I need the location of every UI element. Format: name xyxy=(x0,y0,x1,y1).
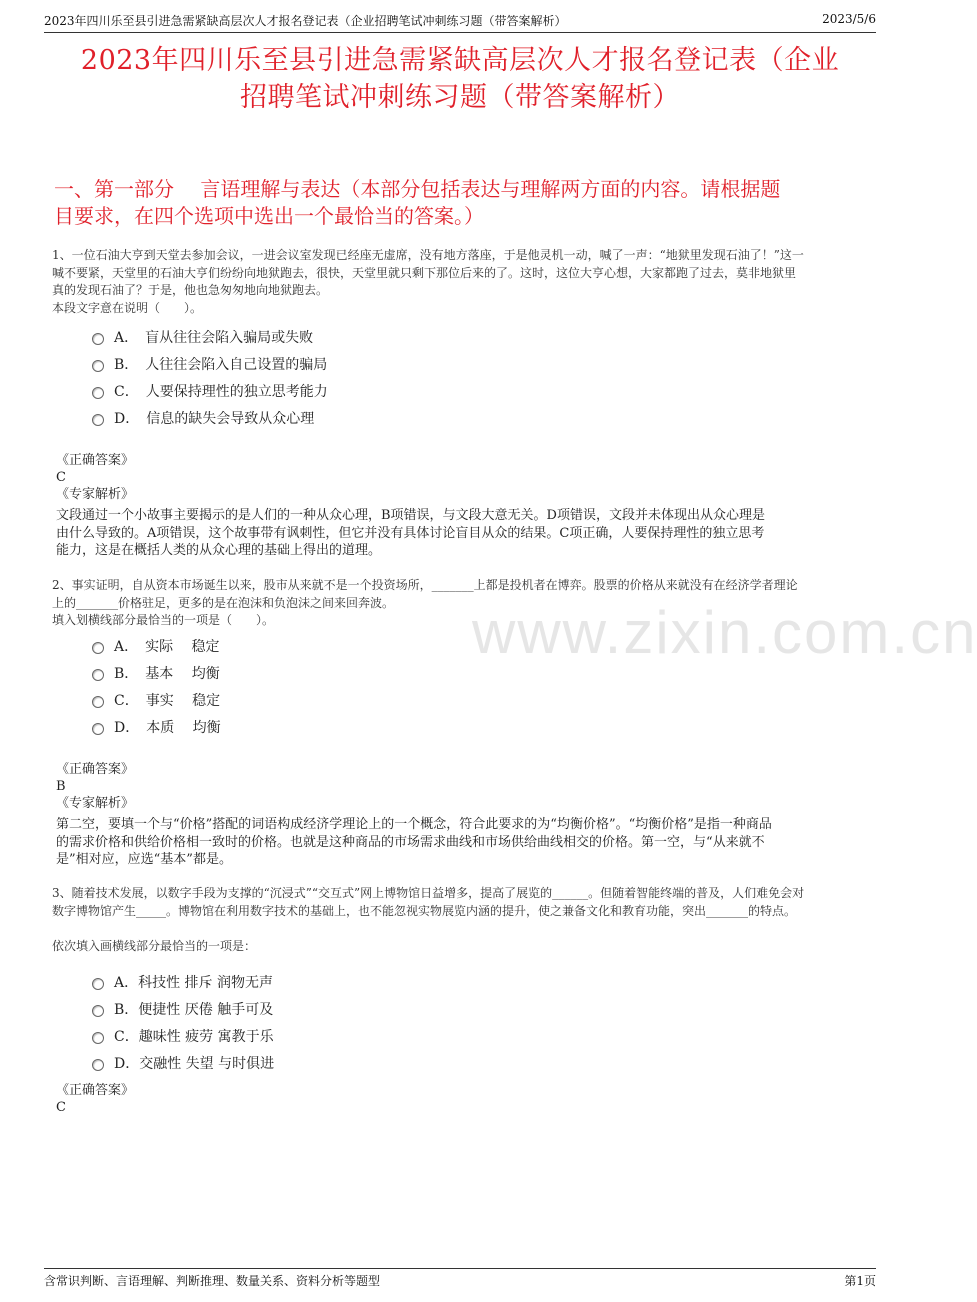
option-label: A．科技性 排斥 润物无声 xyxy=(114,974,274,991)
option-d[interactable] xyxy=(92,713,492,740)
question-line: 真的发现石油了？于是，他也急匆匆地向地狱跑去。 xyxy=(52,283,329,297)
radio-icon[interactable] xyxy=(92,978,104,990)
question-1-text xyxy=(52,247,870,317)
header-date: 2023/5/6 xyxy=(822,12,876,26)
option-label: B． 人往往会陷入自己设置的骗局 xyxy=(114,356,328,373)
header-doc-title: 2023年四川乐至县引进急需紧缺高层次人才报名登记表（企业招聘笔试冲刺练习题（带答案解析） xyxy=(44,14,567,28)
question-3-answer xyxy=(56,1082,870,1116)
page-title xyxy=(40,42,880,116)
question-1-answer xyxy=(56,452,870,503)
title-line: 2023年四川乐至县引进急需紧缺高层次人才报名登记表（企业 xyxy=(80,45,840,76)
radio-icon[interactable] xyxy=(92,642,104,654)
title-line: 招聘笔试冲刺练习题（带答案解析） xyxy=(240,82,680,113)
option-c[interactable] xyxy=(92,377,492,404)
question-line: 2、事实证明，自从资本市场诞生以来，股市从来就不是一个投资场所，_______上都是投机者在博弈。股票的价格从来就没有在经济学者理论 xyxy=(52,578,798,592)
answer-value: C xyxy=(56,1100,66,1115)
option-label: D． 本质 均衡 xyxy=(114,719,221,736)
question-line: 本段文字意在说明（ ）。 xyxy=(52,300,203,315)
option-label: D． 信息的缺失会导致从众心理 xyxy=(114,410,315,427)
answer-value: C xyxy=(56,470,66,485)
explanation-line: 第二空，要填一个与“价格”搭配的词语构成经济学理论上的一个概念，符合此要求的为“均衡价格”。“均衡价格”是指一种商品 xyxy=(56,817,772,832)
option-label: C． 事实 稳定 xyxy=(114,692,221,709)
explanation-line: 文段通过一个小故事主要揭示的是人们的一种从众心理，B项错误，与文段大意无关。D项错误，文段并未体现出从众心理是 xyxy=(56,508,765,523)
footer-note: 含常识判断、言语理解、判断推理、数量关系、资料分析等题型 xyxy=(44,1274,381,1288)
answer-label: 《正确答案》 xyxy=(56,762,135,777)
page-footer xyxy=(44,1268,876,1289)
question-line: 喊不要紧，天堂里的石油大亨们纷纷向地狱跑去，很快，天堂里就只剩下那位后来的了。这时，这位大亨心想，大家都跑了过去，莫非地狱里 xyxy=(52,265,797,280)
radio-icon[interactable] xyxy=(92,387,104,399)
explanation-label: 《专家解析》 xyxy=(56,796,135,811)
option-d[interactable] xyxy=(92,1049,492,1076)
option-label: A． 盲从往往会陷入骗局或失败 xyxy=(114,329,314,346)
question-line: 1、一位石油大亨到天堂去参加会议，一进会议室发现已经座无虚席，没有地方落座，于是他灵机一动，喊了一声：“地狱里发现石油了！”这一 xyxy=(52,248,804,262)
answer-label: 《正确答案》 xyxy=(56,1083,135,1098)
radio-icon[interactable] xyxy=(92,360,104,372)
question-line xyxy=(52,920,870,938)
option-d[interactable] xyxy=(92,404,492,431)
question-1-options xyxy=(92,323,492,431)
question-line: 3、随着技术发展，以数字手段为支撑的“沉浸式”“交互式”网上博物馆日益增多，提高了展览的______。但随着智能终端的普及，人们难免会对 xyxy=(52,886,805,900)
option-b[interactable] xyxy=(92,350,492,377)
option-a[interactable] xyxy=(92,632,492,659)
radio-icon[interactable] xyxy=(92,696,104,708)
option-label: A． 实际 稳定 xyxy=(114,638,220,655)
explanation-line: 由什么导致的。A项错误，这个故事带有讽刺性，但它并没有具体讨论盲目从众的结果。C项正确，人要保持理性的独立思考 xyxy=(56,525,765,541)
question-3-text xyxy=(52,885,870,955)
option-c[interactable] xyxy=(92,1022,492,1049)
option-a[interactable] xyxy=(92,968,492,995)
radio-icon[interactable] xyxy=(92,1005,104,1017)
explanation-line: 能力，这是在概括人类的从众心理的基础上得出的道理。 xyxy=(56,543,382,558)
question-line: 填入划横线部分最恰当的一项是（ ）。 xyxy=(52,613,275,627)
section-line: 一、第一部分 言语理解与表达（本部分包括表达与理解两方面的内容。请根据题 xyxy=(54,177,781,201)
option-b[interactable] xyxy=(92,995,492,1022)
option-label: B． 基本 均衡 xyxy=(114,665,220,682)
question-line: 上的_______价格驻足，更多的是在泡沫和负泡沫之间来回奔波。 xyxy=(52,595,395,610)
answer-value: B xyxy=(56,779,66,794)
explanation-line: 是”相对应，应选“基本”都是。 xyxy=(56,852,232,867)
question-line: 数字博物馆产生_____。博物馆在利用数字技术的基础上，也不能忽视实物展览内涵的提升，使之兼备文化和教育功能，突出_______的特点。 xyxy=(52,903,797,918)
explanation-line: 的需求价格和供给价格相一致时的价格。也就是这种商品的市场需求曲线和市场供给曲线相交的价格。第一空，与“从来就不 xyxy=(56,834,765,850)
section-line: 目要求，在四个选项中选出一个最恰当的答案。） xyxy=(54,204,484,228)
question-line: 依次填入画横线部分最恰当的一项是： xyxy=(52,938,257,953)
radio-icon[interactable] xyxy=(92,414,104,426)
option-label: B．便捷性 厌倦 触手可及 xyxy=(114,1001,274,1018)
question-1-explanation xyxy=(56,507,868,560)
question-2-options xyxy=(92,632,492,740)
radio-icon[interactable] xyxy=(92,723,104,735)
page-header xyxy=(44,12,876,33)
option-label: C． 人要保持理性的独立思考能力 xyxy=(114,383,328,400)
option-label: C．趣味性 疲劳 寓教于乐 xyxy=(114,1028,274,1045)
radio-icon[interactable] xyxy=(92,669,104,681)
page-number: 第1页 xyxy=(844,1274,876,1288)
answer-label: 《正确答案》 xyxy=(56,453,135,468)
option-label: D．交融性 失望 与时俱进 xyxy=(114,1055,275,1072)
question-2-explanation xyxy=(56,816,868,869)
radio-icon[interactable] xyxy=(92,1059,104,1071)
radio-icon[interactable] xyxy=(92,333,104,345)
explanation-label: 《专家解析》 xyxy=(56,487,135,502)
option-c[interactable] xyxy=(92,686,492,713)
option-b[interactable] xyxy=(92,659,492,686)
radio-icon[interactable] xyxy=(92,1032,104,1044)
section-heading xyxy=(54,176,870,230)
question-2-text xyxy=(52,577,870,630)
watermark: www.zixin.com.cn xyxy=(472,599,977,666)
option-a[interactable] xyxy=(92,323,492,350)
question-3-options xyxy=(92,968,492,1076)
question-2-answer xyxy=(56,761,870,812)
